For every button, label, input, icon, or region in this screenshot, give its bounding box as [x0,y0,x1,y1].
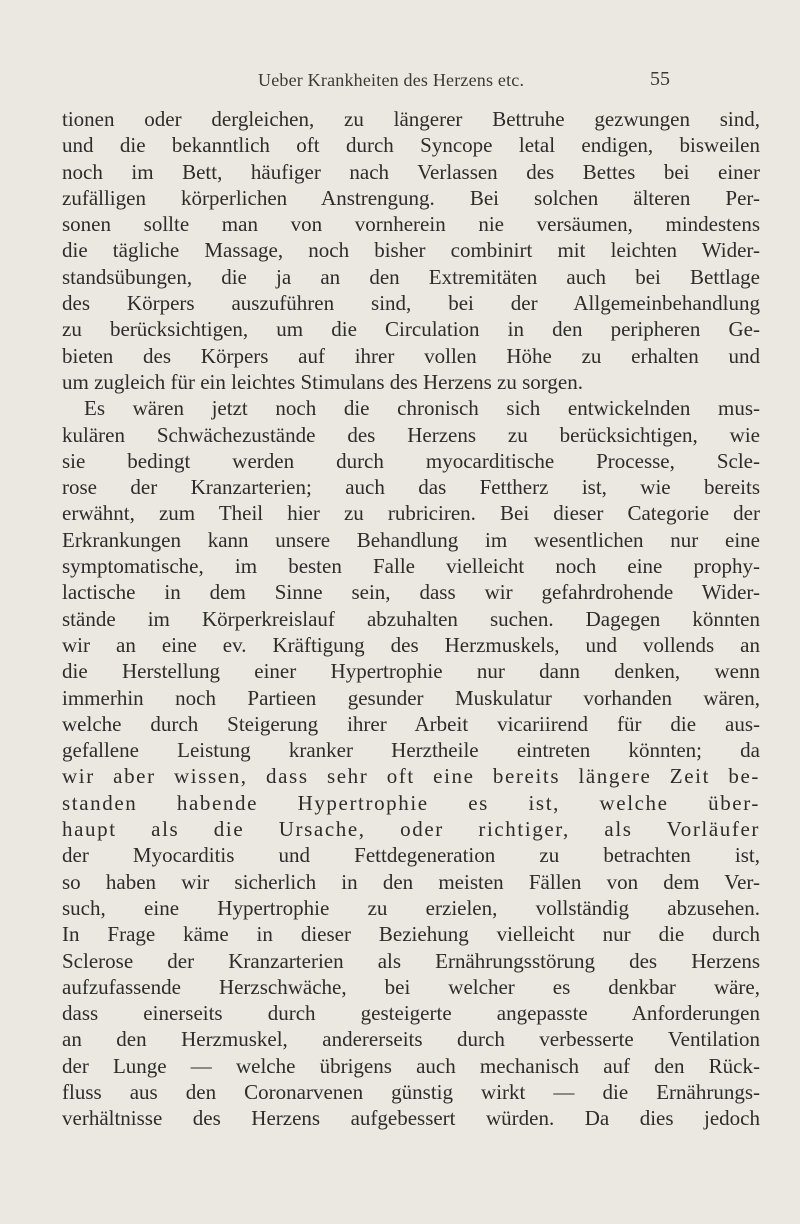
text-line: dass einerseits durch gesteigerte angepasste Anforderungen [62,1001,760,1026]
text-line: standen habende Hypertrophie es ist, welche über- [62,790,760,815]
text-line: wir aber wissen, dass sehr oft eine bereits längere Zeit be- [62,764,760,789]
text-line: stände im Körperkreislauf abzuhalten suchen. Dagegen könnten [62,606,760,631]
text-line: symptomatische, im besten Falle vielleicht noch eine prophy- [62,554,760,579]
text-line: die Herstellung einer Hypertrophie nur dann denken, wenn [62,659,760,684]
running-head-title: Ueber Krankheiten des Herzens etc. [258,70,525,90]
text-line: standsübungen, die ja an den Extremitäten auch bei Bettlage [62,264,760,289]
text-line: zu berücksichtigen, um die Circulation in den peripheren Ge- [62,317,760,342]
text-line: noch im Bett, häufiger nach Verlassen des Bettes bei einer [62,159,760,184]
text-line: Es wären jetzt noch die chronisch sich entwickelnden mus- [84,396,760,421]
text-line: gefallene Leistung kranker Herztheile eintreten könnten; da [62,738,760,763]
text-line: fluss aus den Coronarvenen günstig wirkt — die Ernährungs- [62,1079,760,1104]
text-line: Erkrankungen kann unsere Behandlung im wesentlichen nur eine [62,527,760,552]
body-text [62,106,760,1132]
text-line: haupt als die Ursache, oder richtiger, als Vorläufer [62,817,760,842]
text-line: Sclerose der Kranzarterien als Ernährungsstörung des Herzens [62,948,760,973]
text-line: aufzufassende Herzschwäche, bei welcher es denkbar wäre, [62,974,760,999]
text-line: zufälligen körperlichen Anstrengung. Bei solchen älteren Per- [62,185,760,210]
text-line: welche durch Steigerung ihrer Arbeit vicariirend für die aus- [62,711,760,736]
text-line: der Lunge — welche übrigens auch mechanisch auf den Rück- [62,1053,760,1078]
text-line: so haben wir sicherlich in den meisten Fällen von dem Ver- [62,869,760,894]
text-line: erwähnt, zum Theil hier zu rubriciren. Bei dieser Categorie der [62,501,760,526]
text-line: lactische in dem Sinne sein, dass wir gefahrdrohende Wider- [62,580,760,605]
text-line: tionen oder dergleichen, zu längerer Bettruhe gezwungen sind, [62,107,760,131]
text-line: des Körpers auszuführen sind, bei der Allgemeinbehandlung [62,291,760,316]
running-head [0,70,800,96]
text-line: wir an eine ev. Kräftigung des Herzmuskels, und vollends an [62,632,760,657]
text-line: verhältnisse des Herzens aufgebessert würden. Da dies jedoch [62,1106,760,1131]
text-line: In Frage käme in dieser Beziehung vielleicht nur die durch [62,922,760,947]
text-line: und die bekanntlich oft durch Syncope letal endigen, bisweilen [62,133,760,158]
page-number: 55 [650,68,670,90]
text-line: kulären Schwächezustände des Herzens zu berücksichtigen, wie [62,422,760,447]
text-line: immerhin noch Partieen gesunder Muskulatur vorhanden wären, [62,685,760,710]
text-line: sonen sollte man von vornherein nie versäumen, mindestens [62,212,760,237]
text-line: an den Herzmuskel, andererseits durch verbesserte Ventilation [62,1027,760,1052]
text-line: such, eine Hypertrophie zu erzielen, vollständig abzusehen. [62,895,760,920]
text-line: rose der Kranzarterien; auch das Fettherz ist, wie bereits [62,475,760,500]
text-line: um zugleich für ein leichtes Stimulans des Herzens zu sorgen. [62,369,583,394]
text-line: der Myocarditis und Fettdegeneration zu betrachten ist, [62,843,760,868]
text-line: bieten des Körpers auf ihrer vollen Höhe zu erhalten und [62,343,760,368]
text-line: sie bedingt werden durch myocarditische Processe, Scle- [62,448,760,473]
text-line: die tägliche Massage, noch bisher combinirt mit leichten Wider- [62,238,760,263]
